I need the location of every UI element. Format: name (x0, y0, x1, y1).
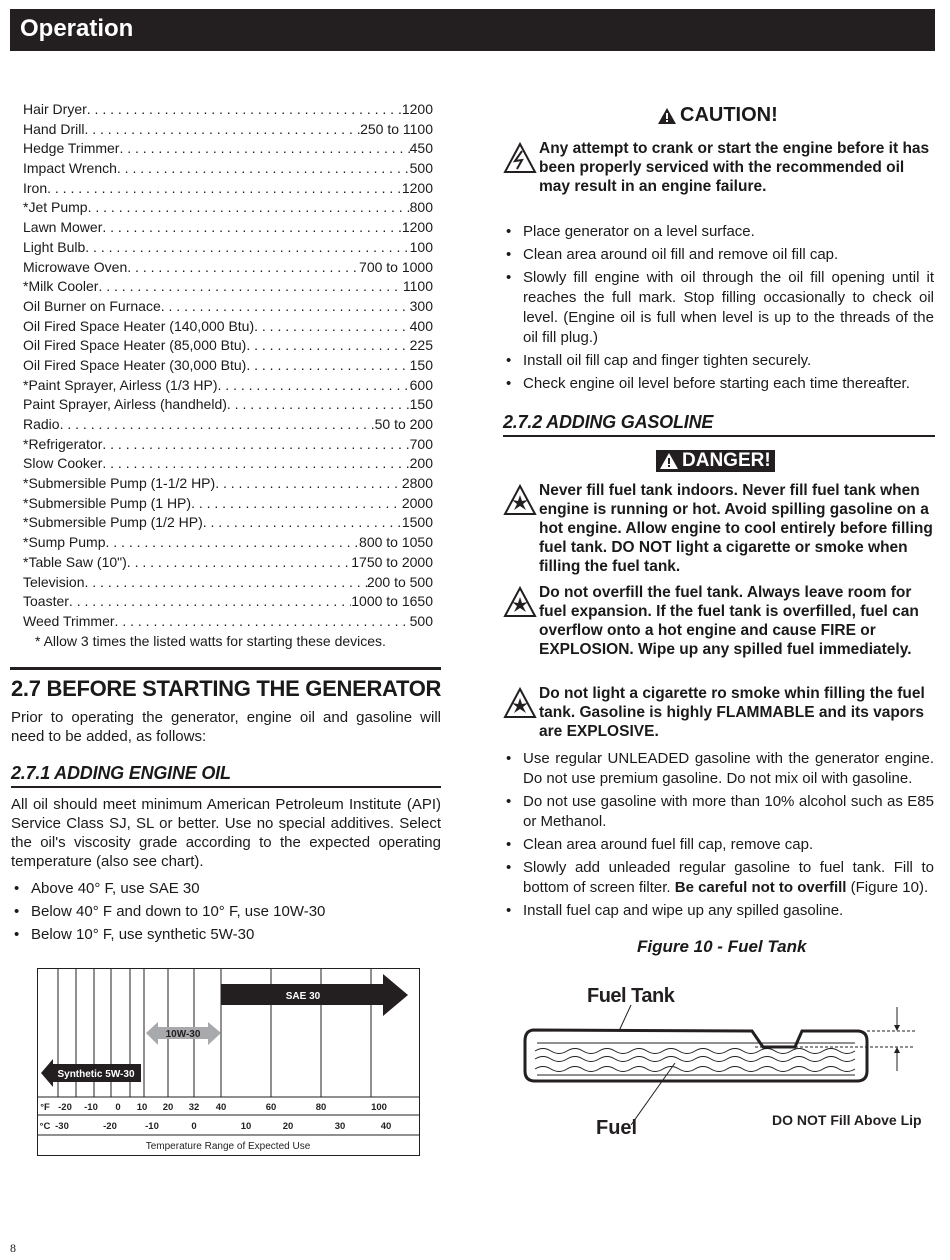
appliance-name: *Refrigerator (23, 435, 103, 452)
appliance-name: Oil Fired Space Heater (140,000 Btu) (23, 317, 255, 334)
leader-dots (47, 179, 402, 199)
appliance-name: Television (23, 573, 85, 590)
appliance-name: Lawn Mower (23, 219, 103, 236)
table-row (23, 297, 433, 317)
table-row (23, 356, 433, 376)
table-row (23, 612, 433, 632)
wattage-value: 450 (409, 140, 433, 157)
appliance-name: Iron (23, 179, 48, 196)
leader-dots (127, 553, 351, 573)
list-item: • Check engine oil level before starting each time thereafter. (503, 374, 934, 394)
c-tick: 30 (334, 1121, 346, 1132)
leader-dots (218, 376, 410, 396)
f-tick: -20 (58, 1102, 72, 1113)
leader-dots (102, 454, 409, 474)
c-tick: -10 (145, 1121, 159, 1132)
explosion-hazard-icon (503, 686, 537, 720)
leader-dots (85, 238, 409, 258)
table-row (23, 376, 433, 396)
appliance-name: Weed Trimmer (23, 612, 115, 629)
wattage-value: 800 to 1050 (359, 534, 433, 551)
table-row (23, 553, 433, 573)
warning-triangle-icon (660, 453, 678, 469)
appliance-name: *Submersible Pump (1 HP) (23, 494, 192, 511)
wattage-value: 1200 (401, 219, 433, 236)
table-row (23, 317, 433, 337)
c-tick: 40 (380, 1121, 392, 1132)
leader-dots (254, 317, 410, 337)
electrical-hazard-icon (503, 141, 537, 175)
appliance-name: Radio (23, 416, 60, 432)
section-271-title: 2.7.1 ADDING ENGINE OIL (11, 763, 231, 783)
leader-dots (117, 159, 410, 179)
wattage-value: 500 (409, 612, 433, 629)
list-item: • Slowly fill engine with oil through the oil fill opening until it reaches the full mark. Stop filling occasionally to check oil level. (Engine oil is full when level is up to the threads of the oil fill plug.) (503, 268, 934, 348)
leader-dots (84, 120, 360, 140)
table-row (23, 277, 433, 297)
c-tick: 0 (191, 1121, 197, 1132)
list-item: • Use regular UNLEADED gasoline with the generator engine. Do not use premium gasoline. Do not mix oil with gasoline. (503, 749, 934, 789)
fill-limit-label: DO NOT Fill Above Lip (772, 1112, 922, 1128)
leader-dots (119, 139, 409, 159)
c-unit-label: °C (39, 1121, 51, 1132)
caution-block (503, 139, 935, 196)
table-row (23, 573, 433, 593)
wattage-value: 1750 to 2000 (351, 553, 433, 570)
wattage-value: 50 to 200 (374, 416, 433, 432)
appliance-name: *Sump Pump (23, 534, 106, 551)
oil-chart-caption: Temperature Range of Expected Use (145, 1141, 311, 1152)
f-tick: 40 (215, 1102, 227, 1113)
f-tick: 100 (371, 1102, 387, 1113)
danger-heading (656, 450, 775, 472)
leader-dots (98, 277, 402, 297)
danger-block (503, 481, 935, 576)
leader-dots (246, 356, 409, 376)
step-text: Slowly add unleaded regular gasoline to fuel tank. Fill to bottom of screen filter. (523, 859, 934, 896)
danger-block (503, 583, 935, 659)
f-tick: 60 (265, 1102, 277, 1113)
fuel-tank-figure (515, 975, 935, 1145)
leader-dots (105, 533, 359, 553)
list-item: • Clean area around fuel fill cap, remove cap. (503, 835, 934, 855)
table-row (23, 139, 433, 159)
appliance-name: *Milk Cooler (23, 278, 99, 295)
list-item (503, 858, 934, 898)
f-tick: 10 (136, 1102, 148, 1113)
overfill-warning: Be careful not to overfill (674, 879, 847, 896)
wattage-value: 150 (409, 356, 433, 373)
table-row (23, 336, 433, 356)
appliance-name: *Table Saw (10") (23, 553, 127, 570)
wattage-value: 1200 (401, 101, 433, 117)
wattage-value: 2800 (401, 475, 433, 492)
wattage-value: 400 (409, 317, 433, 334)
table-row (23, 258, 433, 278)
leader-dots (203, 513, 402, 533)
table-row (23, 592, 433, 612)
wattage-value: 200 to 500 (366, 573, 433, 590)
table-row (23, 238, 433, 258)
wattage-value: 200 (409, 455, 433, 472)
c-tick: -20 (103, 1121, 117, 1132)
list-item: • Clean area around oil fill and remove oil fill cap. (503, 245, 934, 265)
leader-dots (60, 415, 375, 435)
wattage-value: 700 (409, 435, 433, 452)
danger-block (503, 684, 935, 741)
appliance-name: Microwave Oven (23, 258, 128, 275)
appliance-name: *Submersible Pump (1-1/2 HP) (23, 475, 216, 492)
table-row (23, 100, 433, 120)
table-row (23, 415, 433, 435)
appliance-name: Slow Cooker (23, 455, 103, 472)
section-27-intro: Prior to operating the generator, engine oil and gasoline will need to be added, as follows: (11, 709, 441, 745)
wattage-value: 800 (409, 199, 433, 216)
leader-dots (227, 395, 410, 415)
wattage-value: 225 (409, 337, 433, 354)
explosion-hazard-icon (503, 483, 537, 517)
wattage-value: 150 (409, 396, 433, 413)
f-tick: -10 (84, 1102, 98, 1113)
synthetic-label: Synthetic 5W-30 (57, 1069, 135, 1080)
oil-fill-steps (503, 222, 934, 397)
list-item: • Above 40° F, use SAE 30 (11, 879, 441, 899)
leader-dots (102, 218, 401, 238)
appliance-name: *Paint Sprayer, Airless (1/3 HP) (23, 376, 218, 393)
appliance-name: Impact Wrench (23, 160, 117, 177)
appliance-name: Oil Burner on Furnace (23, 297, 161, 314)
danger-text: Do not light a cigarette ro smoke whin filling the fuel tank. Gasoline is highly FLAMMABLE and its vapors are EXPLOSIVE. (539, 685, 925, 740)
leader-dots (191, 494, 402, 514)
wattage-value: 1200 (401, 179, 433, 196)
caution-text: Any attempt to crank or start the engine before it has been properly serviced with the recommended oil may result in an engine failure. (539, 140, 930, 195)
10w30-label: 10W-30 (165, 1029, 201, 1040)
table-row (23, 179, 433, 199)
list-item: • Install oil fill cap and finger tighten securely. (503, 351, 934, 371)
caution-label: CAUTION! (680, 104, 778, 126)
table-row (23, 513, 433, 533)
wattage-value: 100 (409, 238, 433, 255)
table-row (23, 395, 433, 415)
c-tick: 20 (282, 1121, 294, 1132)
wattage-value: 600 (409, 376, 433, 393)
section-header-bar (10, 9, 935, 51)
danger-label: DANGER! (682, 450, 771, 471)
leader-dots (127, 258, 359, 278)
wattage-value: 2000 (401, 494, 433, 511)
wattage-value: 500 (409, 160, 433, 177)
leader-dots (88, 198, 410, 218)
figure-10-caption: Figure 10 - Fuel Tank (637, 937, 807, 956)
oil-chart-graphic (38, 969, 419, 1155)
leader-dots (102, 435, 409, 455)
list-item: • Install fuel cap and wipe up any spilled gasoline. (503, 901, 934, 921)
appliance-name: Paint Sprayer, Airless (handheld) (23, 396, 227, 413)
section-272-rule (503, 435, 935, 437)
table-row (23, 533, 433, 553)
wattage-table (23, 100, 433, 649)
section-271-body: All oil should meet minimum American Petroleum Institute (API) Service Class SJ, SL or better. Use no special additives. Select the oil's viscosity grade according to the expected operating temperature (also see chart). (11, 796, 441, 870)
fuel-tank-label: Fuel Tank (587, 985, 675, 1007)
oil-viscosity-list (11, 879, 441, 948)
table-row (23, 494, 433, 514)
sae30-label: SAE 30 (285, 991, 321, 1002)
table-row (23, 474, 433, 494)
caution-heading (658, 104, 778, 127)
appliance-name: Toaster (23, 593, 69, 610)
list-item: • Place generator on a level surface. (503, 222, 934, 242)
leader-dots (115, 612, 410, 632)
f-tick: 80 (315, 1102, 327, 1113)
leader-dots (87, 100, 402, 120)
table-row (23, 218, 433, 238)
gasoline-steps (503, 749, 934, 924)
table-row (23, 435, 433, 455)
table-row (23, 159, 433, 179)
table-row (23, 454, 433, 474)
leader-dots (84, 573, 366, 593)
section-272-title: 2.7.2 ADDING GASOLINE (503, 412, 714, 432)
figure-reference: (Figure 10). (846, 879, 929, 896)
wattage-value: 1100 (402, 278, 433, 295)
appliance-name: Oil Fired Space Heater (85,000 Btu) (23, 337, 247, 354)
oil-viscosity-chart (37, 968, 420, 1156)
warning-triangle-icon (658, 108, 676, 124)
wattage-value: 1500 (401, 514, 433, 531)
appliance-name: *Jet Pump (23, 199, 88, 216)
f-tick: 0 (115, 1102, 121, 1113)
appliance-name: *Submersible Pump (1/2 HP) (23, 514, 203, 531)
section-divider (10, 667, 441, 670)
appliance-name: Light Bulb (23, 238, 86, 255)
wattage-value: 700 to 1000 (359, 258, 433, 275)
danger-text: Never fill fuel tank indoors. Never fill fuel tank when engine is running or hot. Avoid spilling gasoline on a hot engine. Allow engine to cool entirely before filling fuel tank. DO NOT light a cigarette or smoke when filling the fuel tank. (539, 482, 933, 575)
page-number: 8 (10, 1241, 16, 1255)
appliance-name: Oil Fired Space Heater (30,000 Btu) (23, 356, 247, 373)
table-row (23, 198, 433, 218)
section-271-rule (11, 786, 441, 788)
c-tick: 10 (240, 1121, 252, 1132)
leader-dots (161, 297, 410, 317)
explosion-hazard-icon (503, 585, 537, 619)
list-item: • Below 10° F, use synthetic 5W-30 (11, 925, 441, 945)
list-item: • Below 40° F and down to 10° F, use 10W-30 (11, 902, 441, 922)
wattage-footnote: * Allow 3 times the listed watts for starting these devices. (35, 632, 386, 649)
appliance-name: Hand Drill (23, 120, 85, 137)
appliance-name: Hedge Trimmer (23, 140, 120, 157)
c-tick: -30 (55, 1121, 69, 1132)
f-tick: 20 (162, 1102, 174, 1113)
section-header-title: Operation (20, 15, 134, 42)
table-row (23, 120, 433, 140)
wattage-value: 300 (409, 297, 433, 314)
leader-dots (69, 592, 351, 612)
leader-dots (215, 474, 402, 494)
danger-text: Do not overfill the fuel tank. Always leave room for fuel expansion. If the fuel tank is overfilled, fuel can overflow onto a hot engine and cause FIRE or EXPLOSION. Wipe up any spilled fuel immediately. (539, 584, 919, 658)
wattage-value: 250 to 1100 (360, 120, 433, 137)
f-unit-label: °F (40, 1102, 50, 1113)
appliance-name: Hair Dryer (23, 101, 87, 117)
leader-dots (246, 336, 409, 356)
wattage-value: 1000 to 1650 (351, 593, 433, 610)
list-item: • Do not use gasoline with more than 10% alcohol such as E85 or Methanol. (503, 792, 934, 832)
fuel-label: Fuel (596, 1117, 638, 1139)
f-tick: 32 (188, 1102, 200, 1113)
section-27-title: 2.7 BEFORE STARTING THE GENERATOR (11, 676, 442, 701)
